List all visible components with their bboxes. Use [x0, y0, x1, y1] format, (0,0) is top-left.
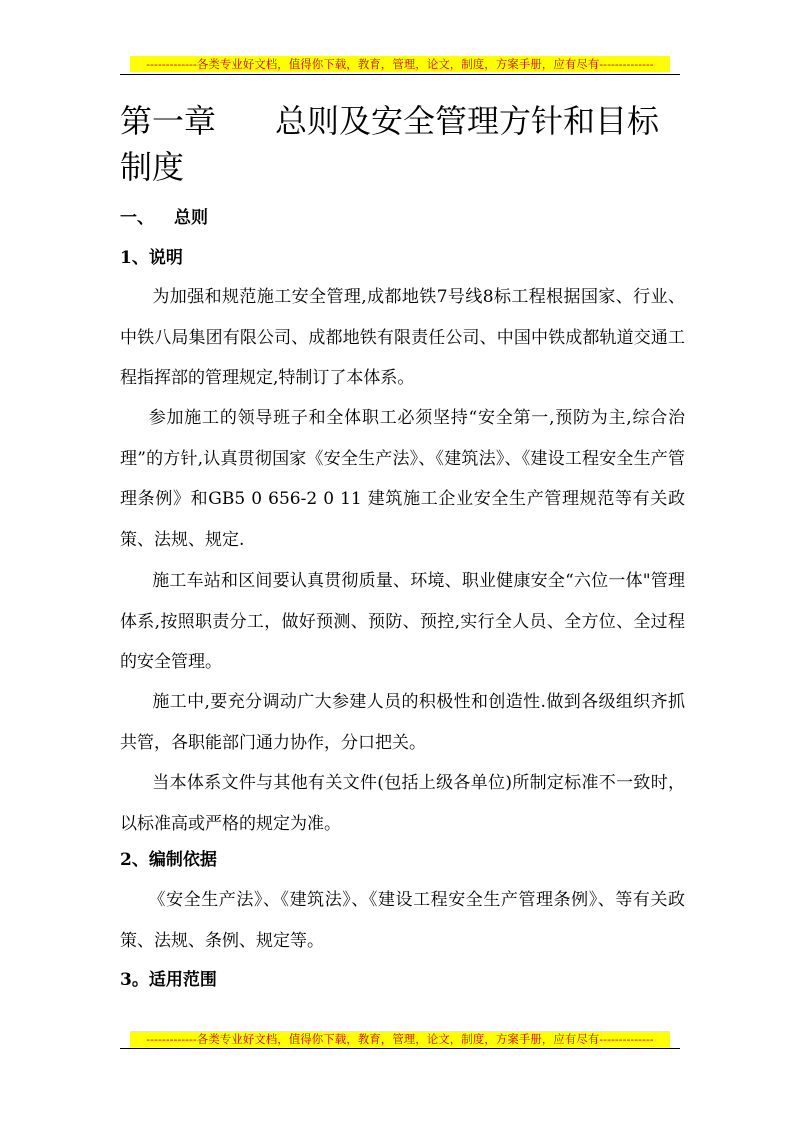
paragraph-precedence: 当本体系文件与其他有关文件(包括上级各单位)所制定标准不一致时，以标准高或严格的规定为准。 [120, 773, 685, 834]
chapter-number: 第一章 [120, 102, 217, 140]
subsection-heading-scope: 3。适用范围 [120, 970, 217, 990]
section-heading-general [120, 206, 208, 230]
section-label: 总则 [174, 208, 208, 228]
subsection-heading-basis: 2、编制依据 [120, 850, 217, 870]
footer-banner: -------------各类专业好文档，值得你下载，教育，管理，论文，制度，方案手册，应有尽有-------------- [130, 1031, 670, 1047]
paragraph-purpose: 为加强和规范施工安全管理,成都地铁7号线8标工程根据国家、行业、中铁八局集团有限公司、成都地铁有限责任公司、中国中铁成都轨道交通工程指挥部的管理规定,特制订了本体系。 [120, 287, 685, 388]
subsection-heading-explanation: 1、说明 [120, 248, 183, 268]
paragraph-management-system: 施工车站和区间要认真贯彻质量、环境、职业健康安全“六位一体"管理体系,按照职责分工，做好预测、预防、预控,实行全人员、全方位、全过程的安全管理。 [120, 571, 685, 672]
header-rule [120, 74, 680, 75]
paragraph-coordination: 施工中,要充分调动广大参建人员的积极性和创造性.做到各级组织齐抓共管，各职能部门通力协作，分口把关。 [120, 692, 685, 753]
footer-rule [120, 1048, 680, 1049]
section-number: 一、 [120, 208, 154, 228]
paragraph-basis: 《安全生产法》、《建筑法》、《建设工程安全生产管理条例》、等有关政策、法规、条例、规定等。 [120, 890, 685, 951]
chapter-title-text: 总则及安全管理方针和目标制度 [120, 102, 660, 186]
chapter-title [120, 98, 685, 190]
paragraph-policy: 参加施工的领导班子和全体职工必须坚持“安全第一,预防为主,综合治理”的方针,认真贯彻国家《安全生产法》、《建筑法》、《建设工程安全生产管理条例》和GB5 0 656-2 0 11 建筑施工企业安全生产管理规范等有关政策、法规、规定. [120, 408, 685, 550]
header-banner: -------------各类专业好文档，值得你下载，教育，管理，论文，制度，方案手册，应有尽有-------------- [130, 56, 670, 72]
